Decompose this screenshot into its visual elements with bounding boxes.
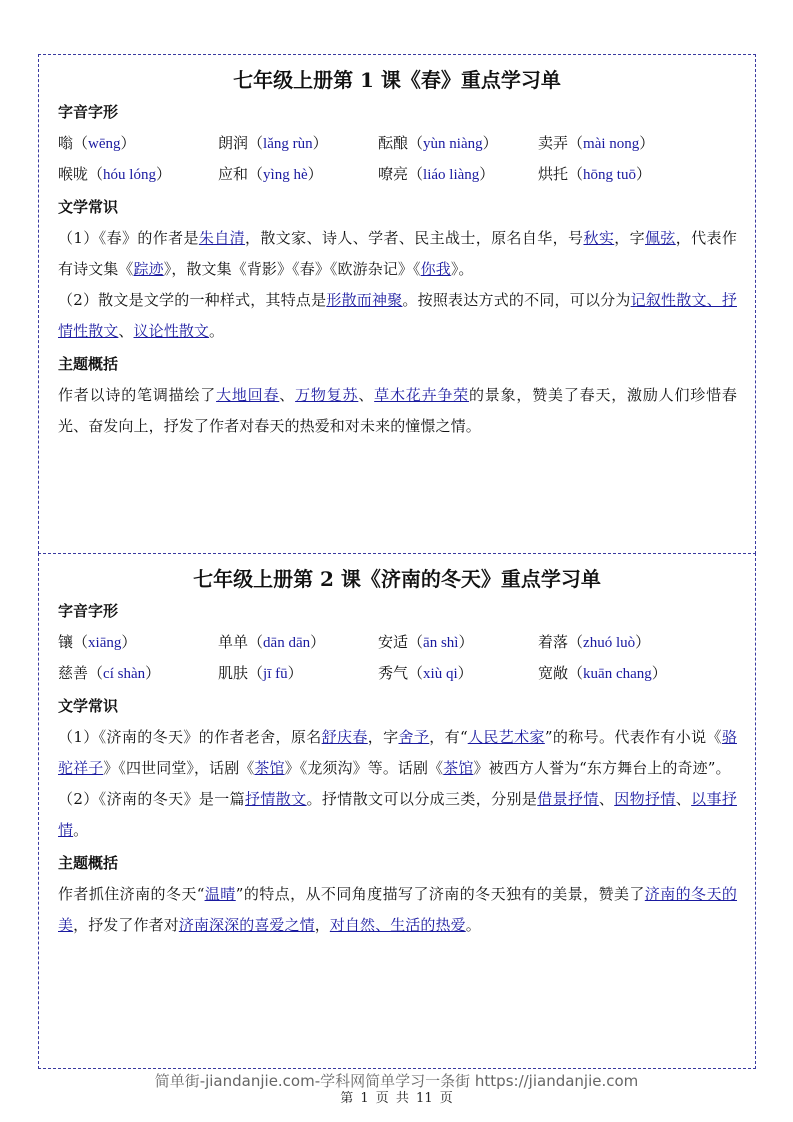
text-segment: 。抒情散文可以分成三类，分别是 xyxy=(306,790,538,808)
key-term: 骆驼祥子 xyxy=(58,728,737,777)
word-pinyin: cí shàn xyxy=(103,666,146,682)
word-text: 着落 xyxy=(538,633,569,651)
text-segment: （1）《济南的冬天》的作者老舍，原名 xyxy=(58,728,322,746)
word-item: 着落（zhuó luò） xyxy=(538,633,651,651)
lesson-2-sheet xyxy=(38,553,756,1069)
word-pinyin: dān dān xyxy=(263,635,311,651)
word-pinyin: zhuó luò xyxy=(583,635,636,651)
key-term: 佩弦 xyxy=(644,229,676,247)
text-segment: 》被西方人誉为“东方舞台上的奇迹”。 xyxy=(473,759,731,777)
word-item: 卖弄（mài nong） xyxy=(538,134,655,152)
word-row xyxy=(58,627,737,658)
word-item: 应和（yìng hè） xyxy=(218,165,323,183)
word-item: 嘹亮（liáo liàng） xyxy=(378,165,495,183)
key-term: 人民艺术家 xyxy=(467,728,545,746)
text-segment: 、 xyxy=(279,386,296,404)
word-pinyin: liáo liàng xyxy=(423,167,480,183)
key-term: 济南深深的喜爱之情 xyxy=(178,916,315,934)
key-term: 秋实 xyxy=(583,229,615,247)
word-item: 烘托（hōng tuō） xyxy=(538,165,651,183)
key-term: 以事抒情 xyxy=(58,790,737,839)
text-segment: 》《四世同堂》，话剧《 xyxy=(103,759,255,777)
key-term: 万物复苏 xyxy=(295,386,359,404)
key-term: 踪迹 xyxy=(133,260,164,278)
word-pinyin: hóu lóng xyxy=(103,167,156,183)
word-item: 慈善（cí shàn） xyxy=(58,664,161,682)
word-pinyin: yìng hè xyxy=(263,167,308,183)
word-text: 安适 xyxy=(378,633,409,651)
word-pinyin: ān shì xyxy=(423,635,459,651)
word-text: 肌肤 xyxy=(218,664,249,682)
key-term: 你我 xyxy=(420,260,451,278)
word-row xyxy=(58,159,737,190)
text-segment: （1）《春》的作者是 xyxy=(58,229,199,247)
lesson-title: 七年级上册第 1 课《春》重点学习单 xyxy=(233,68,561,92)
text-segment: ，代表作有诗文集《 xyxy=(58,229,737,278)
section-heading-pronunciation: 字音字形 xyxy=(58,602,119,620)
text-segment: 作者抓住济南的冬天“ xyxy=(58,885,205,903)
key-term: 草木花卉争荣 xyxy=(374,386,469,404)
word-pinyin: xiù qi xyxy=(423,666,458,682)
word-text: 秀气 xyxy=(378,664,409,682)
text-segment: （2）《济南的冬天》是一篇 xyxy=(58,790,246,808)
word-item: 单单（dān dān） xyxy=(218,633,326,651)
word-item: 酝酿（yùn niàng） xyxy=(378,134,498,152)
key-term: 形散而神聚 xyxy=(326,291,403,309)
word-row xyxy=(58,128,737,159)
watermark-footer: 简单街-jiandanjie.com-学科网简单学习一条街 https://jiandanjie.com xyxy=(154,1072,639,1090)
word-pinyin: yùn niàng xyxy=(423,136,483,152)
word-text: 镶 xyxy=(58,633,74,651)
text-segment: 》，散文集《背影》《春》《欧游杂记》《 xyxy=(163,260,421,278)
text-segment: 。 xyxy=(73,821,89,839)
section-heading-theme: 主题概括 xyxy=(58,854,119,872)
section-heading-theme: 主题概括 xyxy=(58,355,119,373)
word-item: 喉咙（hóu lóng） xyxy=(58,165,171,183)
lesson-1-sheet xyxy=(38,54,756,554)
word-pinyin: wēng xyxy=(88,136,121,152)
word-text: 烘托 xyxy=(538,165,569,183)
text-segment: ”的称号。代表作有小说《 xyxy=(544,728,722,746)
literature-paragraph xyxy=(58,223,737,285)
word-row xyxy=(58,658,737,689)
section-heading-literature: 文学常识 xyxy=(58,697,119,715)
text-segment: 》。 xyxy=(450,260,474,278)
lesson-title: 七年级上册第 2 课《济南的冬天》重点学习单 xyxy=(193,567,601,591)
word-item: 宽敞（kuān chang） xyxy=(538,664,667,682)
key-term: 议论性散文 xyxy=(133,322,210,340)
word-text: 单单 xyxy=(218,633,249,651)
key-term: 朱自清 xyxy=(198,229,246,247)
text-segment: 、 xyxy=(675,790,692,808)
text-segment: 作者以诗的笔调描绘了 xyxy=(58,386,217,404)
key-term: 因物抒情 xyxy=(614,790,676,808)
word-text: 宽敞 xyxy=(538,664,569,682)
word-text: 慈善 xyxy=(58,664,89,682)
text-segment: ，抒发了作者对 xyxy=(73,916,179,934)
literature-paragraph xyxy=(58,285,737,347)
theme-paragraph xyxy=(58,879,737,941)
text-segment: ，散文家、诗人、学者、民主战士，原名自华，号 xyxy=(245,229,584,247)
text-segment: 、 xyxy=(358,386,375,404)
word-pinyin: hōng tuō xyxy=(583,167,636,183)
text-segment: 、 xyxy=(598,790,615,808)
text-segment: ，字 xyxy=(614,229,645,247)
word-text: 喉咙 xyxy=(58,165,89,183)
text-segment: ”的特点，从不同角度描写了济南的冬天独有的美景，赞美了 xyxy=(235,885,645,903)
key-term: 记叙性散文、抒情性散文 xyxy=(58,291,737,340)
key-term: 舒庆春 xyxy=(321,728,368,746)
word-item: 嗡（wēng） xyxy=(58,134,136,152)
text-segment: 、 xyxy=(118,322,134,340)
section-heading-literature: 文学常识 xyxy=(58,198,119,216)
text-segment: 。按照表达方式的不同，可以分为 xyxy=(402,291,631,309)
word-text: 嗡 xyxy=(58,134,74,152)
word-pinyin: xiāng xyxy=(88,635,122,651)
key-term: 温晴 xyxy=(204,885,236,903)
text-segment: ，字 xyxy=(367,728,399,746)
lesson-content xyxy=(39,97,755,442)
key-term: 对自然、生活的热爱 xyxy=(329,916,466,934)
text-segment: 。 xyxy=(465,916,481,934)
word-item: 镶（xiāng） xyxy=(58,633,137,651)
word-pinyin: mài nong xyxy=(583,136,640,152)
word-text: 朗润 xyxy=(218,134,249,152)
word-text: 卖弄 xyxy=(538,134,569,152)
theme-paragraph xyxy=(58,380,737,442)
key-term: 茶馆 xyxy=(443,759,474,777)
word-text: 应和 xyxy=(218,165,249,183)
key-term: 抒情散文 xyxy=(245,790,307,808)
page-number: 第 1 页 共 11 页 xyxy=(340,1091,453,1106)
word-pinyin: lǎng rùn xyxy=(263,136,313,152)
text-segment: ， xyxy=(314,916,330,934)
section-heading-pronunciation: 字音字形 xyxy=(58,103,119,121)
word-item: 安适（ān shì） xyxy=(378,633,474,651)
word-pinyin: kuān chang xyxy=(583,666,652,682)
lesson-content xyxy=(39,596,755,941)
key-term: 借景抒情 xyxy=(537,790,599,808)
text-segment: 的景象，赞美了春天，激励人们珍惜春光、奋发向上，抒发了作者对春天的热爱和对未来的憧憬之情。 xyxy=(58,386,737,435)
key-term: 舍予 xyxy=(398,728,430,746)
text-segment: （2）散文是文学的一种样式，其特点是 xyxy=(58,291,327,309)
text-segment: ，有“ xyxy=(429,728,468,746)
literature-paragraph xyxy=(58,784,737,846)
key-term: 大地回春 xyxy=(216,386,280,404)
word-item: 肌肤（jī fū） xyxy=(218,664,303,682)
word-text: 酝酿 xyxy=(378,134,409,152)
word-item: 秀气（xiù qi） xyxy=(378,664,473,682)
literature-paragraph xyxy=(58,722,737,784)
text-segment: 》《龙须沟》等。话剧《 xyxy=(284,759,444,777)
word-text: 嘹亮 xyxy=(378,165,409,183)
key-term: 济南的冬天的美 xyxy=(58,885,738,934)
word-item: 朗润（lǎng rùn） xyxy=(218,134,328,152)
text-segment: 。 xyxy=(209,322,225,340)
key-term: 茶馆 xyxy=(254,759,285,777)
word-pinyin: jī fū xyxy=(263,666,288,682)
